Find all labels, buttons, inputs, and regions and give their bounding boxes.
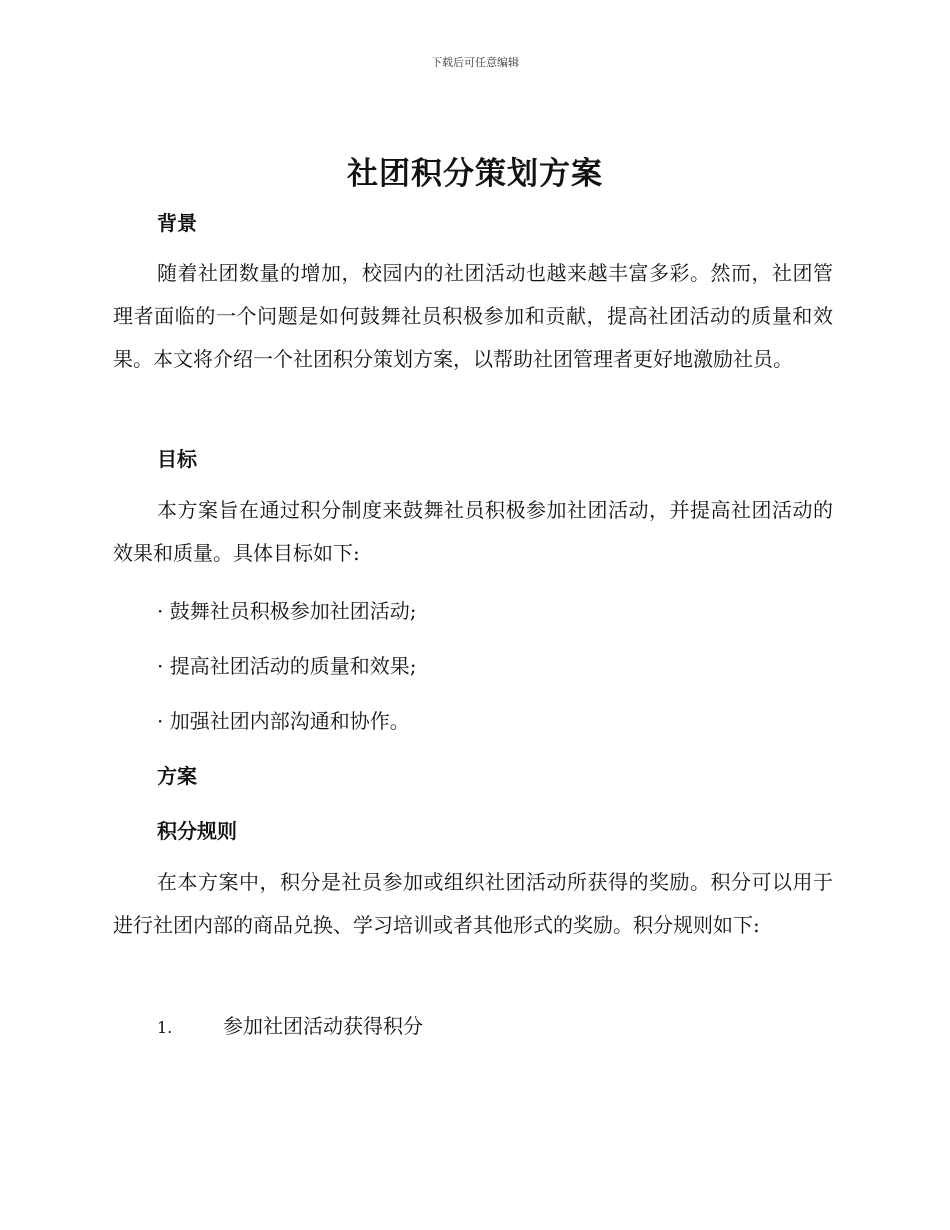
list-item-text: 参加社团活动获得积分: [223, 1014, 423, 1038]
section-heading-goals: 目标: [157, 447, 197, 471]
section-heading-background: 背景: [157, 211, 197, 235]
goal-bullet-item: · 提高社团活动的质量和效果;: [157, 654, 417, 678]
subheading-points-rules: 积分规则: [157, 819, 237, 843]
background-paragraph: 随着社团数量的增加，校园内的社团活动也越来越丰富多彩。然而，社团管理者面临的一个问题是如何鼓舞社员积极参加和贡献，提高社团活动的质量和效果。本文将介绍一个社团积分策划方案，以帮助社团管理者更好地激励社员。: [113, 261, 833, 371]
list-item-number: 1.: [157, 1018, 173, 1037]
section-heading-plan: 方案: [157, 764, 197, 788]
numbered-list-item: [157, 1010, 423, 1039]
points-rules-paragraph: 在本方案中，积分是社员参加或组织社团活动所获得的奖励。积分可以用于进行社团内部的商品兑换、学习培训或者其他形式的奖励。积分规则如下:: [113, 870, 833, 937]
goals-paragraph: 本方案旨在通过积分制度来鼓舞社员积极参加社团活动，并提高社团活动的效果和质量。具体目标如下:: [113, 498, 833, 565]
goal-bullet-item: · 鼓舞社员积极参加社团活动;: [157, 599, 417, 623]
goal-bullet-item: · 加强社团内部沟通和协作。: [157, 709, 410, 733]
page-header-note: 下载后可任意编辑: [431, 56, 519, 69]
document-title: 社团积分策划方案: [347, 156, 603, 192]
